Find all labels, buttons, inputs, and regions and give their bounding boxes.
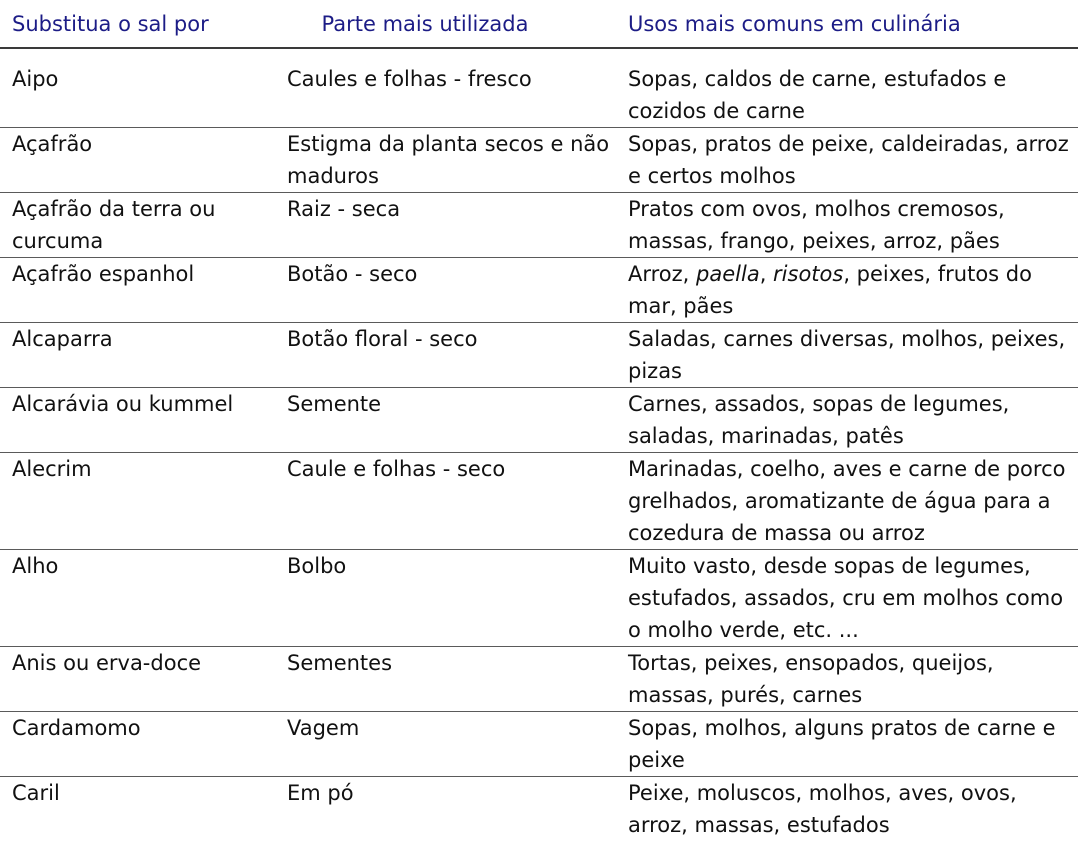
uses-text: Arroz, <box>628 262 696 286</box>
herb-name: Alecrim <box>0 453 277 550</box>
part-used: Botão - seco <box>277 258 618 323</box>
culinary-uses: Carnes, assados, sopas de legumes, saladas, marinadas, patês <box>618 388 1078 453</box>
herb-name: Anis ou erva-doce <box>0 647 277 712</box>
part-used: Estigma da planta secos e não maduros <box>277 128 618 193</box>
table-row <box>0 48 1078 128</box>
header-row <box>0 0 1078 48</box>
uses-italic-term: paella <box>696 262 760 286</box>
part-used: Sementes <box>277 647 618 712</box>
part-used: Caules e folhas - fresco <box>277 48 618 128</box>
herb-name: Alho <box>0 550 277 647</box>
table-row <box>0 258 1078 323</box>
culinary-uses: Muito vasto, desde sopas de legumes, estufados, assados, cru em molhos como o molho verde, etc. ... <box>618 550 1078 647</box>
culinary-uses: Tortas, peixes, ensopados, queijos, massas, purés, carnes <box>618 647 1078 712</box>
part-used: Semente <box>277 388 618 453</box>
culinary-uses: Marinadas, coelho, aves e carne de porco grelhados, aromatizante de água para a cozedura de massa ou arroz <box>618 453 1078 550</box>
table-row <box>0 323 1078 388</box>
uses-text: , <box>760 262 773 286</box>
culinary-uses: Sopas, pratos de peixe, caldeiradas, arroz e certos molhos <box>618 128 1078 193</box>
table-row <box>0 453 1078 550</box>
culinary-uses: Sopas, caldos de carne, estufados e cozidos de carne <box>618 48 1078 128</box>
part-used: Em pó <box>277 777 618 841</box>
herb-name: Alcaparra <box>0 323 277 388</box>
culinary-uses: Saladas, carnes diversas, molhos, peixes, pizas <box>618 323 1078 388</box>
part-used: Raiz - seca <box>277 193 618 258</box>
header-substitute: Substitua o sal por <box>0 0 277 48</box>
culinary-uses: Pratos com ovos, molhos cremosos, massas, frango, peixes, arroz, pães <box>618 193 1078 258</box>
culinary-uses <box>618 258 1078 323</box>
part-used: Botão floral - seco <box>277 323 618 388</box>
part-used: Vagem <box>277 712 618 777</box>
herb-name: Açafrão <box>0 128 277 193</box>
header-part-used: Parte mais utilizada <box>277 0 618 48</box>
table-row <box>0 128 1078 193</box>
herb-name: Cardamomo <box>0 712 277 777</box>
header-culinary-uses: Usos mais comuns em culinária <box>618 0 1078 48</box>
herb-name: Alcarávia ou kummel <box>0 388 277 453</box>
uses-text: , peixes, frutos do mar, pães <box>628 262 1032 318</box>
herb-name: Aipo <box>0 48 277 128</box>
herb-name: Açafrão espanhol <box>0 258 277 323</box>
herb-name: Açafrão da terra ou curcuma <box>0 193 277 258</box>
part-used: Caule e folhas - seco <box>277 453 618 550</box>
table-row <box>0 647 1078 712</box>
table-row <box>0 777 1078 841</box>
culinary-uses: Sopas, molhos, alguns pratos de carne e peixe <box>618 712 1078 777</box>
culinary-uses: Peixe, moluscos, molhos, aves, ovos, arroz, massas, estufados <box>618 777 1078 841</box>
table-row <box>0 388 1078 453</box>
table-row <box>0 550 1078 647</box>
herb-name: Caril <box>0 777 277 841</box>
part-used: Bolbo <box>277 550 618 647</box>
table-row <box>0 193 1078 258</box>
uses-italic-term: risotos <box>773 262 843 286</box>
table-row <box>0 712 1078 777</box>
